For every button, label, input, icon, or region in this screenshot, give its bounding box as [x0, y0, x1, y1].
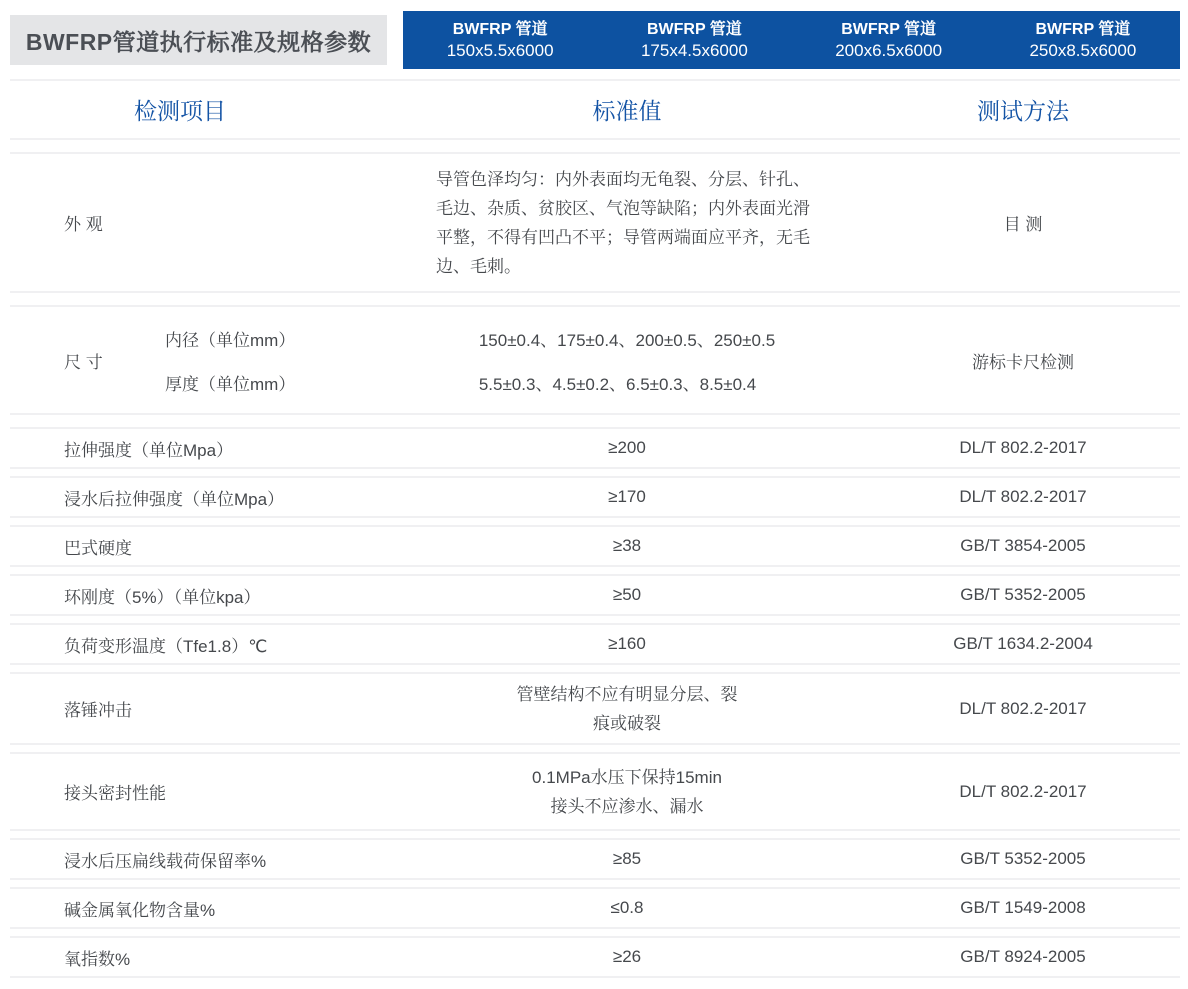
row-method: 游标卡尺检测	[972, 352, 1074, 372]
spec-size: 250x8.5x6000	[1029, 41, 1137, 60]
row-method: GB/T 8924-2005	[960, 947, 1086, 966]
row-label: 落锤冲击	[64, 701, 132, 720]
spec-column-175	[597, 11, 791, 69]
row-value	[532, 763, 722, 821]
row-method: GB/T 3854-2005	[960, 536, 1086, 555]
size-sub-labels	[165, 316, 295, 404]
row-label: 环刚度（5%）（单位kpa）	[64, 587, 261, 607]
row-label: 拉伸强度（单位Mpa）	[64, 440, 234, 460]
row-value: ≥85	[612, 849, 642, 868]
row-method: GB/T 1549-2008	[960, 898, 1086, 917]
table-row-drop-impact	[10, 672, 1180, 745]
sub-label-thickness: 厚度（单位mm）	[165, 374, 296, 394]
table-row-heat-deflection-temp	[10, 623, 1180, 665]
size-values	[479, 316, 775, 404]
row-label: 浸水后拉伸强度（单位Mpa）	[64, 489, 285, 509]
spec-size: 200x6.5x6000	[835, 41, 943, 60]
row-method: 目 测	[1003, 215, 1043, 234]
thickness-values: 5.5±0.3、4.5±0.2、6.5±0.3、8.5±0.4	[478, 374, 757, 394]
spec-size: 175x4.5x6000	[640, 41, 748, 60]
row-value: 导管色泽均匀：内外表面均无龟裂、分层、针孔、毛边、杂质、贫胶区、气泡等缺陷；内外表面光滑平整，不得有凹凸不平；导管两端面应平齐，无毛边、毛刺。	[436, 169, 810, 276]
value-line-1: 管壁结构不应有明显分层、裂	[516, 684, 738, 704]
spec-product-name: BWFRP 管道	[646, 21, 742, 38]
table-row-ring-stiffness	[10, 574, 1180, 616]
table-row-appearance	[10, 152, 1180, 293]
row-value: ≥38	[612, 536, 642, 555]
spec-product-name: BWFRP 管道	[1035, 21, 1131, 38]
column-header-item: 检测项目	[134, 98, 226, 124]
row-method: GB/T 5352-2005	[960, 585, 1086, 604]
spec-size: 150x5.5x6000	[446, 41, 554, 60]
table-row-alkali-oxide-content	[10, 887, 1180, 929]
row-method: DL/T 802.2-2017	[959, 487, 1087, 506]
row-method: GB/T 1634.2-2004	[953, 634, 1093, 653]
row-label: 浸水后压扁线载荷保留率%	[64, 851, 267, 871]
row-method: DL/T 802.2-2017	[959, 781, 1087, 801]
table-row-oxygen-index	[10, 936, 1180, 978]
spec-column-150	[403, 11, 597, 69]
row-method: GB/T 5352-2005	[960, 849, 1086, 868]
spec-column-250	[986, 11, 1180, 69]
row-label: 巴式硬度	[64, 538, 132, 558]
row-value: ≥50	[612, 585, 642, 604]
table-row-tensile-strength	[10, 427, 1180, 469]
table-row-size	[10, 305, 1180, 415]
value-line-2: 痕或破裂	[593, 713, 661, 733]
sub-label-inner-diameter: 内径（单位mm）	[165, 330, 296, 350]
row-value: ≥160	[608, 634, 646, 653]
table-row-flattening-load-retention	[10, 838, 1180, 880]
table-row-barcol-hardness	[10, 525, 1180, 567]
page-header	[10, 11, 1180, 69]
page-title: BWFRP管道执行标准及规格参数	[10, 15, 387, 65]
row-label: 接头密封性能	[64, 784, 166, 803]
spec-product-name: BWFRP 管道	[841, 21, 937, 38]
row-label: 氧指数%	[64, 949, 131, 969]
spec-column-200	[792, 11, 986, 69]
row-value: ≥200	[608, 438, 646, 457]
spec-product-name: BWFRP 管道	[452, 21, 548, 38]
spec-table	[10, 79, 1180, 978]
table-row-tensile-after-immersion	[10, 476, 1180, 518]
row-method: DL/T 802.2-2017	[959, 698, 1087, 718]
row-label: 外 观	[64, 215, 103, 234]
row-label: 负荷变形温度（Tfe1.8）℃	[64, 636, 268, 656]
value-line-1: 0.1MPa水压下保持15min	[532, 767, 722, 787]
table-header-row	[10, 79, 1180, 140]
table-row-joint-sealing	[10, 752, 1180, 831]
row-value	[517, 680, 738, 738]
row-value: ≥26	[612, 947, 642, 966]
spec-header-bar	[403, 11, 1180, 69]
row-label: 碱金属氧化物含量%	[64, 900, 216, 920]
row-method: DL/T 802.2-2017	[959, 438, 1087, 457]
column-header-method: 测试方法	[977, 98, 1069, 124]
value-line-2: 接头不应渗水、漏水	[550, 796, 704, 816]
row-value: ≤0.8	[610, 898, 644, 917]
inner-diameter-values: 150±0.4、175±0.4、200±0.5、250±0.5	[478, 330, 776, 350]
column-header-standard: 标准值	[592, 98, 662, 124]
row-label: 尺 寸	[64, 352, 103, 372]
row-value: ≥170	[608, 487, 646, 506]
